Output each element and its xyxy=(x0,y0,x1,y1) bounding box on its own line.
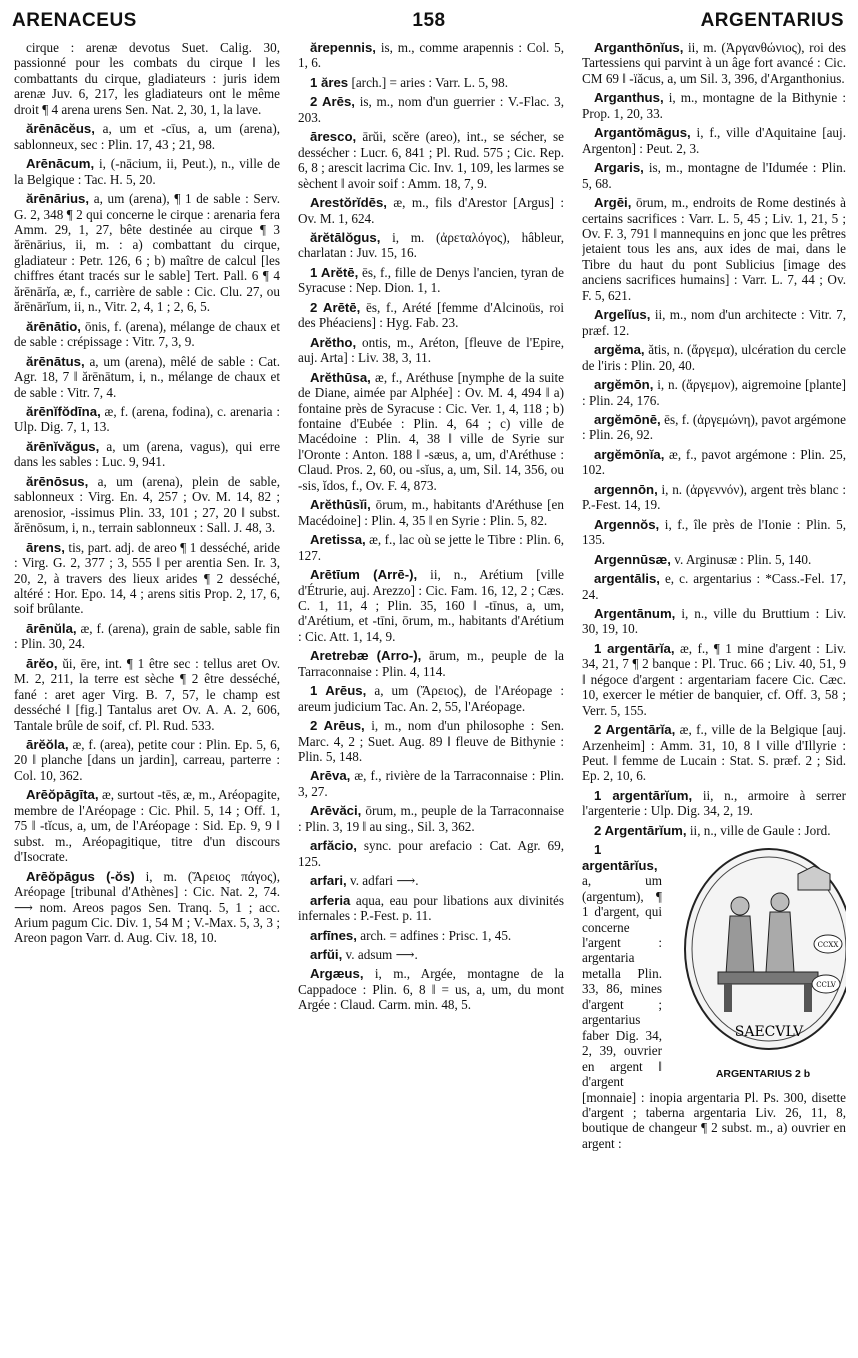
entry-headword: Argantŏmāgus, xyxy=(594,125,691,141)
entry-text: æ, f. (arena, fodina), c. arenaria : Ulp. Dig. 7, 1, 13. xyxy=(14,403,280,435)
dictionary-entry xyxy=(582,482,846,513)
entry-text: is, m., comme arapennis : Col. 5, 1, 6. xyxy=(298,40,564,71)
entry-text: æ, m., fils d'Arestor [Argus] : Ov. M. 1, 624. xyxy=(298,195,564,226)
entry-text: i, f., île près de l'Ionie : Plin. 5, 135. xyxy=(582,516,846,548)
dictionary-entry xyxy=(298,532,564,563)
coin-stamp-b: CCLV xyxy=(816,981,836,990)
entry-headword: Arēŏpāgus (-ŏs) xyxy=(26,868,135,884)
dictionary-entry xyxy=(298,265,564,296)
entry-headword: argĕmōn, xyxy=(594,377,654,393)
dictionary-entry xyxy=(14,869,280,946)
entry-text: ōnis, f. (arena), mélange de chaux et de sable : crépissage : Vitr. 7, 3, 9. xyxy=(14,318,280,350)
entry-text: is, m., montagne de l'Idumée : Plin. 5, 68. xyxy=(582,160,846,191)
entry-text: i, m., montagne de la Bithynie : Prop. 1, 20, 33. xyxy=(582,90,846,121)
entry-text: a, um (arena), mêlé de sable : Cat. Agr. 18, 7 ‖ ărēnātum, i, n., mélange de chaux et de sable : Vitr. 7, 4. xyxy=(14,353,280,400)
entry-headword: arfīnes, xyxy=(310,927,357,943)
entry-headword: ārĕo, xyxy=(26,655,58,671)
entry-text: i, m. (ἀρεταλόγος), hâbleur, charlatan : Juv. 15, 16. xyxy=(298,229,564,261)
dictionary-entry xyxy=(582,641,846,718)
entry-headword: 2 Arētē, xyxy=(310,299,361,315)
entry-text: ēs, f. (ἀργεμώνη), pavot argémone : Plin. 26, 92. xyxy=(582,411,846,443)
entry-text: a, um (arena), plein de sable, sablonneux : Virg. En. 4, 257 ; Ov. M. 14, 82 ; arenosior, -issimus Plin. 33, 101 ; 27, 20 ‖ subst. ărēnōsum, i, n., terrain sablonneux : Sall. J. 48, 3. xyxy=(14,473,280,536)
dictionary-entry xyxy=(582,160,846,191)
entry-text: v. Arginusæ : Plin. 5, 140. xyxy=(674,551,812,567)
entry-text: æ, f., ¶ 1 mine d'argent : Liv. 34, 21, 7 ¶ 2 banque : Pl. Truc. 66 ; Liv. 40, 51, 9 ‖ négoce d'argent : argentariam facere Cic. Cæc. 10, exercer le métier de banquier, cf. Off. 3, 58 ; Verr. 5, 155. xyxy=(582,640,846,718)
entry-text: i, f., ville d'Aquitaine [auj. Argenton] : Peut. 2, 3. xyxy=(582,125,846,156)
entry-headword: arferia xyxy=(310,892,351,908)
entry-text: arch. = adfines : Prisc. 1, 45. xyxy=(360,927,512,943)
entry-text: æ, f. (arena), grain de sable, sable fin : Plin. 30, 24. xyxy=(14,620,280,652)
dictionary-entry xyxy=(298,230,564,261)
entry-headword: ărēnārius, xyxy=(26,191,90,207)
dictionary-entry xyxy=(298,195,564,226)
dictionary-entry xyxy=(582,842,846,1151)
entry-headword: 2 Argentārĭum, xyxy=(594,822,687,838)
entry-text: æ, f., rivière de la Tarraconnaise : Plin. 3, 27. xyxy=(298,768,564,799)
dictionary-entry xyxy=(582,90,846,121)
entry-text: æ, surtout -tēs, æ, m., Aréopagite, membre de l'Aréopage : Cic. Phil. 5, 14 ; Off. 1, 75 ‖ -tĭcus, a, um, de l'Aréopage : Sid. Ep. 9, 9 ‖ subst. m., Aréopagitique, titre d'un discours d'Isocrate. xyxy=(14,787,280,865)
dictionary-entry xyxy=(298,370,564,494)
entry-text: sync. pour arefacio : Cat. Agr. 69, 125. xyxy=(298,838,564,869)
dictionary-entry xyxy=(298,683,564,714)
dictionary-entry xyxy=(14,439,280,470)
entry-headword: 1 ăres xyxy=(310,74,349,90)
entry-headword: ărepennis, xyxy=(310,40,376,55)
dictionary-entry xyxy=(582,307,846,338)
entry-text: æ, f., Aréthuse [nymphe de la suite de Diane, aimée par Alphée] : Ov. M. 4, 494 ‖ a) fontaine près de Syracuse : Cic. Ver. 1, 4, 118 ; b) fontaine d'Eubée : Plin. 4, 64 ; c) ville de Macédoine : Plin. 4, 38 ‖ ville de Syrie sur l'Oronte : Anton. 188 ‖ -sæus, a, um, d'Aréthuse : Claud. Pros. 2, 60, ou -sĭus, a, um, Sil. 14, 356, ou -sis, ĭdos, f., Ov. F. 4, 873. xyxy=(298,369,564,493)
dictionary-entry xyxy=(582,40,846,86)
entry-text: ii, n., armoire à serrer l'argenterie : Ulp. Dig. 34, 2, 19. xyxy=(582,787,846,819)
dictionary-entry xyxy=(582,377,846,408)
entry-text: i, n., ville du Bruttium : Liv. 30, 19, 10. xyxy=(582,605,846,637)
entry-headword: ărēnātio, xyxy=(26,318,81,334)
entry-headword: Arēŏpāgīta, xyxy=(26,787,99,803)
dictionary-entry xyxy=(14,540,280,617)
entry-text: æ, f., ville de la Belgique [auj. Arzenheim] : Amm. 31, 10, 8 ‖ ville d'Illyrie : Peut. ‖ femme de Lucain : Stat. S. præf. 2 ; Sid. Ep. 2, 10, 6. xyxy=(582,722,846,784)
entry-headword: 1 argentārĭum, xyxy=(594,787,693,803)
dictionary-entry xyxy=(582,125,846,156)
entry-headword: 1 Arĕtē, xyxy=(310,264,359,280)
entry-headword: ărĕtālŏgus, xyxy=(310,229,381,245)
entry-headword: ārēnŭla, xyxy=(26,620,77,636)
dictionary-entry xyxy=(14,121,280,152)
entry-text: e, c. argentarius : *Cass.-Fel. 17, 24. xyxy=(582,571,846,602)
dictionary-entry xyxy=(298,94,564,125)
entry-headword: 1 Arēus, xyxy=(310,683,367,699)
entry-headword: Argæus, xyxy=(310,966,364,982)
dictionary-entry xyxy=(14,404,280,435)
entry-headword: 1 argentārĭus, xyxy=(582,842,658,873)
coin-illustration-icon xyxy=(680,844,846,1059)
entry-headword: Arēnācum, xyxy=(26,156,95,172)
dictionary-entry xyxy=(14,787,280,864)
dictionary-entry xyxy=(298,966,564,1012)
dictionary-entry xyxy=(582,195,846,303)
entry-headword: arfari, xyxy=(310,873,347,889)
entry-text: i, m. (Ἄρειος πάγος), Aréopage [tribunal d'Athènes] : Cic. Nat. 2, 74. ⟶ nom. Areos pagos Sen. Tranq. 5, 1 ; acc. Arium pagum Cic. Div. 1, 54 M ; V.-Max. 5, 3, 3 ; Areon pagon Varr. d. Aug. Civ. 18, 10. xyxy=(14,868,280,946)
entry-text: æ, f. (area), petite cour : Plin. Ep. 5, 6, 20 ‖ planche [dans un jardin], carreau, parterre : Col. 10, 362. xyxy=(14,737,280,783)
entry-headword: Argēi, xyxy=(594,195,632,211)
entry-text: [arch.] = aries : Varr. L. 5, 98. xyxy=(351,74,509,90)
coin-legend: SAECVLV xyxy=(734,1024,804,1041)
dictionary-entry xyxy=(298,335,564,366)
entry-headword: Argaris, xyxy=(594,160,644,176)
entry-text: ōrum, m., habitants d'Aréthuse [en Macédoine] : Plin. 4, 35 ‖ en Syrie : Plin. 5, 82. xyxy=(298,497,564,528)
dictionary-entry xyxy=(582,788,846,819)
dictionary-entry xyxy=(14,354,280,400)
entry-text: ārŭi, scĕre (areo), int., se sécher, se dessécher : Lucr. 6, 841 ; Pl. Rud. 575 ; Cic. Rep. 6, 8 ; arescit lacrima Cic. Inv. 1, 109, les larmes se sèchent ‖ avoir soif : Amm. 18, 7, 9. xyxy=(298,129,564,191)
entry-headword: ărēnĭfŏdīna, xyxy=(26,403,101,419)
dictionary-entry xyxy=(298,75,564,90)
dictionary-entry xyxy=(298,567,564,644)
entry-text: ii, n., Arétium [ville d'Étrurie, auj. Arezzo] : Cic. Fam. 16, 12, 2 ; Cæs. C. 1, 11, 4 ; Plin. 35, 160 ‖ -tīnus, a, um, d'Arétium, et -tīni, ōrum, m., habitants d'Arétium : Cic. Att. 1, 14, 9. xyxy=(298,567,564,644)
figure-caption: ARGENTARIUS 2 b xyxy=(715,1067,811,1080)
column-3 xyxy=(582,40,846,1350)
dictionary-entry xyxy=(298,718,564,764)
dictionary-entry xyxy=(14,737,280,783)
entry-text: æ, f., pavot argémone : Plin. 25, 102. xyxy=(582,446,846,478)
entry-headword: Arganthōnĭus, xyxy=(594,40,684,55)
argentarius-illustration xyxy=(668,844,846,1079)
entry-text: a, um (arena, vagus), qui erre dans les sables : Luc. 9, 941. xyxy=(14,438,280,470)
entry-headword: argĕmōnĭa, xyxy=(594,446,665,462)
dictionary-entry xyxy=(298,40,564,71)
entry-headword: arfŭi, xyxy=(310,947,343,963)
entry-headword: Argentānum, xyxy=(594,605,676,621)
entry-headword: Argelĭus, xyxy=(594,307,651,323)
entry-text: ēs, f., Arété [femme d'Alcinoüs, roi des Phéaciens] : Hyg. Fab. 23. xyxy=(298,299,564,331)
entry-headword: ărēnātus, xyxy=(26,353,85,369)
entry-text: ontis, m., Aréton, [fleuve de l'Epire, auj. Arta] : Liv. 38, 3, 11. xyxy=(298,334,564,366)
column-1 xyxy=(14,40,280,1350)
entry-text: tis, part. adj. de areo ¶ 1 desséché, aride : Virg. G. 2, 377 ; 3, 555 ‖ per arentia Sen. Ir. 3, 20, 2, à travers des lieux arides ¶ 2 desséché, altéré : Hor. Epo. 14, 4 ; arens sitis Prop. 2, 17, 6, soif brûlante. xyxy=(14,539,280,617)
entry-text: ii, m., nom d'un architecte : Vitr. 7, præf. 12. xyxy=(582,307,846,338)
entry-headword: ārĕŏla, xyxy=(26,737,69,753)
entry-headword: Arēvăci, xyxy=(310,803,362,819)
entry-text: i, n. (ἀργεννόν), argent très blanc : P.-Fest. 14, 19. xyxy=(582,481,846,513)
entry-text: a, um (argentum), ¶ 1 d'argent, qui concerne l'argent : argentaria metalla Plin. 33, 86, mines d'argent ; argentarius faber Dig. 34, 2, 39, ouvrier en argent ‖ d'argent [monnaie] : inopia argentaria Pl. Ps. 300, disette d'argent ; taberna argentaria Liv. 26, 11, 8, boutique de changeur ¶ 2 subst. m., a) ouvrier en argent : xyxy=(582,873,846,1151)
entry-headword: Argennūsæ, xyxy=(594,551,671,567)
dictionary-entry xyxy=(14,191,280,315)
dictionary-entry xyxy=(582,571,846,602)
entry-text: v. adfari ⟶. xyxy=(349,873,419,889)
entry-text: i, m., nom d'un philosophe : Sen. Marc. 4, 2 ; Suet. Aug. 89 ‖ fleuve de Bithynie : Plin. 5, 148. xyxy=(298,718,564,765)
running-head-right: ARGENTARIUS xyxy=(700,10,844,31)
entry-headword: 2 Arēus, xyxy=(310,718,365,734)
entry-headword: Arĕtho, xyxy=(310,334,357,350)
dictionary-entry xyxy=(298,648,564,679)
entry-text: ārum, m., peuple de la Tarraconnaise : Plin. 4, 114. xyxy=(298,648,564,679)
dictionary-entry xyxy=(298,838,564,869)
dictionary-entry xyxy=(582,342,846,373)
dictionary-entry xyxy=(14,156,280,187)
dictionary-entry xyxy=(582,517,846,548)
dictionary-entry xyxy=(298,928,564,943)
entry-headword: āresco, xyxy=(310,129,357,145)
entry-headword: ărēnācĕus, xyxy=(26,121,95,137)
entry-text: i, (-nācium, ii, Peut.), n., ville de la Belgique : Tac. H. 5, 20. xyxy=(14,156,280,187)
entry-headword: argĕmōnē, xyxy=(594,411,661,427)
entry-headword: argentālis, xyxy=(594,571,660,587)
column-2 xyxy=(298,40,564,1350)
entry-headword: ărēnōsus, xyxy=(26,473,89,489)
entry-headword: Arētīum (Arrē-), xyxy=(310,567,418,583)
dictionary-entry xyxy=(14,40,280,117)
dictionary-entry xyxy=(14,319,280,350)
dictionary-entry xyxy=(582,447,846,478)
entry-text: ătis, n. (ἄργεμα), ulcération du cercle de l'iris : Plin. 20, 40. xyxy=(582,342,846,373)
entry-headword: ārens, xyxy=(26,539,65,555)
dictionary-entry xyxy=(298,803,564,834)
page-number: 158 xyxy=(412,10,446,31)
entry-text: i, n. (ἄργεμον), aigremoine [plante] : Plin. 24, 176. xyxy=(582,377,846,408)
dictionary-entry xyxy=(298,497,564,528)
entry-text: ii, m. (Ἀργανθώνιος), roi des Tartessiens qui parvint à un âge fort avancé : Cic. CM 69 ‖ -ïăcus, a, um Sil. 3, 396, d'Arganthonius. xyxy=(582,40,846,86)
entry-headword: Aretrebæ (Arro-), xyxy=(310,648,422,664)
dictionary-entry xyxy=(14,474,280,536)
dictionary-entry xyxy=(298,300,564,331)
entry-headword: arfăcio, xyxy=(310,838,357,854)
entry-text: æ, f., lac où se jette le Tibre : Plin. 6, 127. xyxy=(298,532,564,563)
dictionary-entry xyxy=(14,621,280,652)
entry-text: a, um (Ἄρειος), de l'Aréopage : areum judicium Tac. An. 2, 55, l'Aréopage. xyxy=(298,683,564,714)
dictionary-entry xyxy=(582,722,846,784)
entry-text: ēs, f., fille de Denys l'ancien, tyran de Syracuse : Nep. Dion. 1, 1. xyxy=(298,264,564,296)
entry-headword: Arganthus, xyxy=(594,90,664,106)
dictionary-entry xyxy=(298,893,564,924)
entry-text: a, um et -cīus, a, um (arena), sablonneux, sec : Plin. 17, 43 ; 21, 98. xyxy=(14,121,280,152)
dictionary-entry xyxy=(582,606,846,637)
entry-headword: Argennŏs, xyxy=(594,516,660,532)
entry-text: a, um (arena), ¶ 1 de sable : Serv. G. 2, 348 ¶ 2 qui concerne le cirque : arenaria fera Amm. 29, 1, 27, bête destinée au cirque ¶ 3 ărēnārius, ii, m. : a) combattant du cirque, gladiateur : Petr. 126, 6 ; b) maître de calcul [les chiffres étant tracés sur le sable] Tert. Pall. 6 ¶ 4 ărēnārĭa, æ, f., carrière de sable : Cic. Clu. 27, ou ărēnārĭum, ii, n., Vitr. 2, 4, 1 ; 2, 6, 5. xyxy=(14,191,280,315)
entry-headword: Aretissa, xyxy=(310,532,366,548)
coin-stamp-a: CCXX xyxy=(817,941,839,950)
entry-headword: 2 Arēs, xyxy=(310,94,355,110)
dictionary-entry xyxy=(298,768,564,799)
dictionary-entry xyxy=(582,823,846,838)
entry-text: aqua, eau pour libations aux divinités infernales : P.-Fest. p. 11. xyxy=(298,892,564,924)
dictionary-entry xyxy=(582,412,846,443)
entry-text: is, m., nom d'un guerrier : V.-Flac. 3, 203. xyxy=(298,94,564,125)
entry-headword: Arestŏrĭdēs, xyxy=(310,195,387,211)
dictionary-entry xyxy=(582,552,846,567)
dictionary-entry xyxy=(298,129,564,191)
entry-text: ŭi, ēre, int. ¶ 1 être sec : tellus aret Ov. M. 2, 211, la terre est sèche ¶ 2 être desséché, fané : aret ager Virg. B. 7, 57, le champ est desséché ‖ [fig.] Tantalus aret Ov. A. A. 2, 606, Tantale brûle de soif, cf. Pl. Rud. 533. xyxy=(14,655,280,733)
entry-headword: argĕma, xyxy=(594,342,645,358)
entry-headword: Arĕthūsĭi, xyxy=(310,497,371,513)
entry-text: ōrum, m., peuple de la Tarraconnaise : Plin. 3, 19 ‖ au sing., Sil. 3, 362. xyxy=(298,803,564,834)
entry-headword: argennōn, xyxy=(594,481,658,497)
entry-text: cirque : arenæ devotus Suet. Calig. 30, passionné pour les combats du cirque ‖ les combattants du cirque, gladiateurs : juris idem arenæ Juv. 6, 217, les gladiateurs ont le même droit ¶ 4 arena urens Sen. Nat. 2, 30, 1, la lave. xyxy=(14,40,280,117)
dictionary-entry xyxy=(14,656,280,733)
entry-headword: 2 Argentārĭa, xyxy=(594,722,676,738)
dictionary-entry xyxy=(298,873,564,888)
entry-headword: Arēva, xyxy=(310,768,351,784)
dictionary-entry xyxy=(298,947,564,962)
entry-headword: 1 argentārĭa, xyxy=(594,640,675,656)
running-head-left: ARENACEUS xyxy=(12,10,137,31)
entry-headword: ărēnĭvăgus, xyxy=(26,438,100,454)
entry-headword: Arĕthūsa, xyxy=(310,369,371,385)
entry-text: ōrum, m., endroits de Rome destinés à certains sacrifices : Varr. L. 5, 45 ; Liv. 1, 21, 5 ; Ov. F. 3, 791 ‖ mannequins en jonc que les prêtres jetaient tous les ans, aux ides de mai, dans le Tibre du haut du pont Sublicius [image des anciens sacrifices humains] : Varr. L. 7, 44 ; Ov. F. 5, 621. xyxy=(582,195,846,303)
page-header xyxy=(0,0,858,40)
entry-text: i, m., Argée, montagne de la Cappadoce : Plin. 6, 8 ‖ = us, a, um, du mont Argée : Claud. Carm. min. 48, 5. xyxy=(298,966,564,1013)
entry-text: ii, n., ville de Gaule : Jord. xyxy=(689,822,831,838)
entry-text: v. adsum ⟶. xyxy=(345,947,418,963)
